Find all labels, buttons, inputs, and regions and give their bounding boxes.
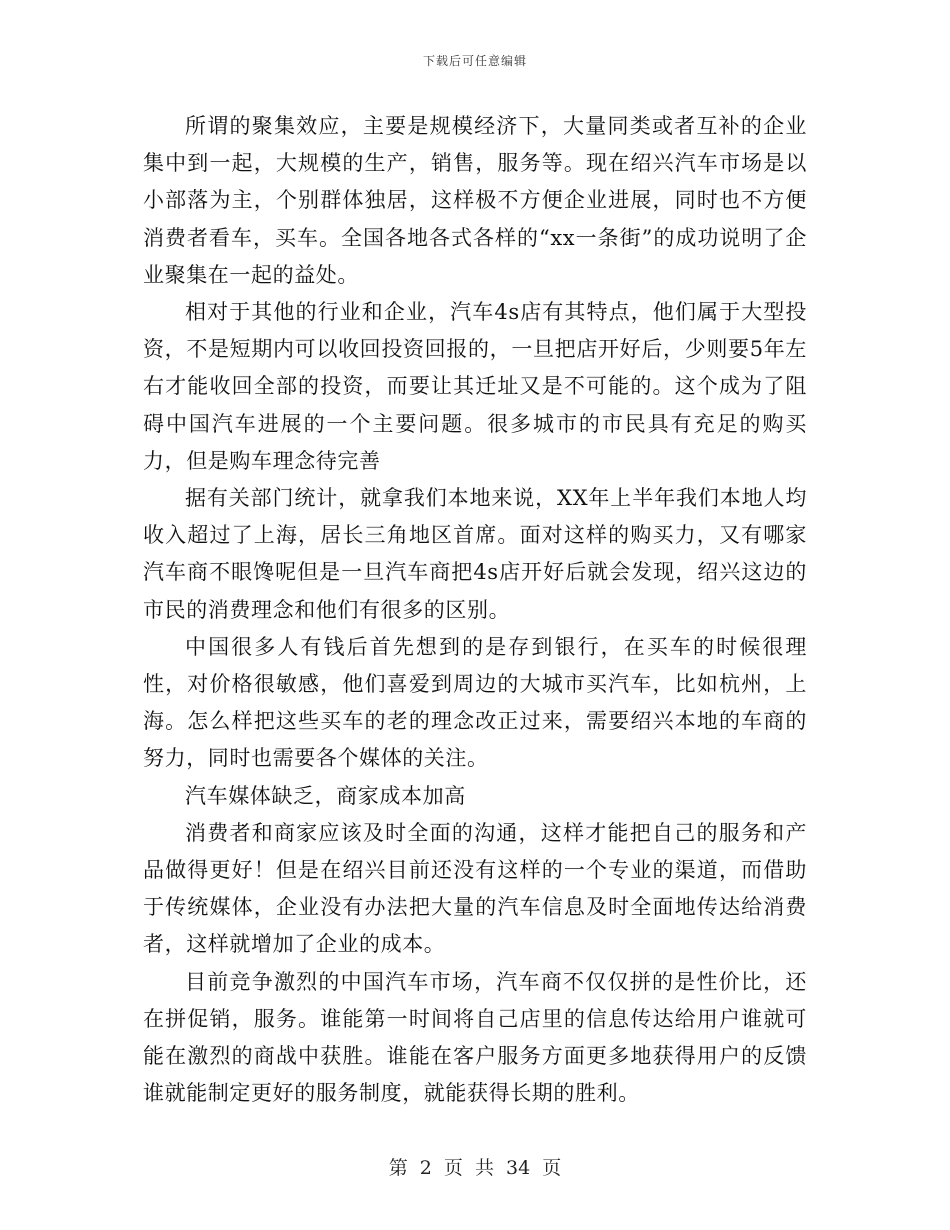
paragraph-consumer-habits: 中国很多人有钱后首先想到的是存到银行，在买车的时候很理性，对价格很敏感，他们喜爱到周边的大城市买汽车，比如杭州，上海。怎么样把这些买车的老的理念改正过来，需要绍兴本地的车商的努力，同时也需要各个媒体的关注。 bbox=[143, 634, 807, 771]
section-heading-media-shortage: 汽车媒体缺乏，商家成本加高 bbox=[185, 783, 466, 808]
paragraph-purchasing-power: 据有关部门统计，就拿我们本地来说，XX年上半年我们本地人均收入超过了上海，居长三角地区首席。面对这样的购买力，又有哪家汽车商不眼馋呢但是一旦汽车商把4s店开好后就会发现，绍兴这边的市民的消费理念和他们有很多的区别。 bbox=[143, 486, 807, 622]
page-header: 下载后可任意编辑 bbox=[422, 54, 527, 68]
document-body bbox=[143, 108, 807, 1112]
paragraph-4s-store-investment: 相对于其他的行业和企业，汽车4s店有其特点，他们属于大型投资，不是短期内可以收回投资回报的，一旦把店开好后，少则要5年左右才能收回全部的投资，而要让其迁址又是不可能的。这个成为了阻碍中国汽车进展的一个主要问题。很多城市的市民具有充足的购买力，但是购车理念待完善 bbox=[143, 300, 807, 473]
paragraph-clustering-effect: 所谓的聚集效应，主要是规模经济下，大量同类或者互补的企业集中到一起，大规模的生产，销售，服务等。现在绍兴汽车市场是以小部落为主，个别群体独居，这样极不方便企业进展，同时也不方便消费者看车，买车。全国各地各式各样的“xx一条街”的成功说明了企业聚集在一起的益处。 bbox=[143, 114, 807, 287]
paragraph-communication-channels: 消费者和商家应该及时全面的沟通，这样才能把自己的服务和产品做得更好！但是在绍兴目前还没有这样的一个专业的渠道，而借助于传统媒体，企业没有办法把大量的汽车信息及时全面地传达给消费者，这样就增加了企业的成本。 bbox=[143, 820, 807, 957]
paragraph-market-competition: 目前竞争激烈的中国汽车市场，汽车商不仅仅拼的是性价比，还在拼促销，服务。谁能第一时间将自己店里的信息传达给用户谁就可能在激烈的商战中获胜。谁能在客户服务方面更多地获得用户的反馈谁就能制定更好的服务制度，就能获得长期的胜利。 bbox=[143, 969, 807, 1106]
page-footer: 第 2 页 共 34 页 bbox=[388, 1157, 562, 1179]
